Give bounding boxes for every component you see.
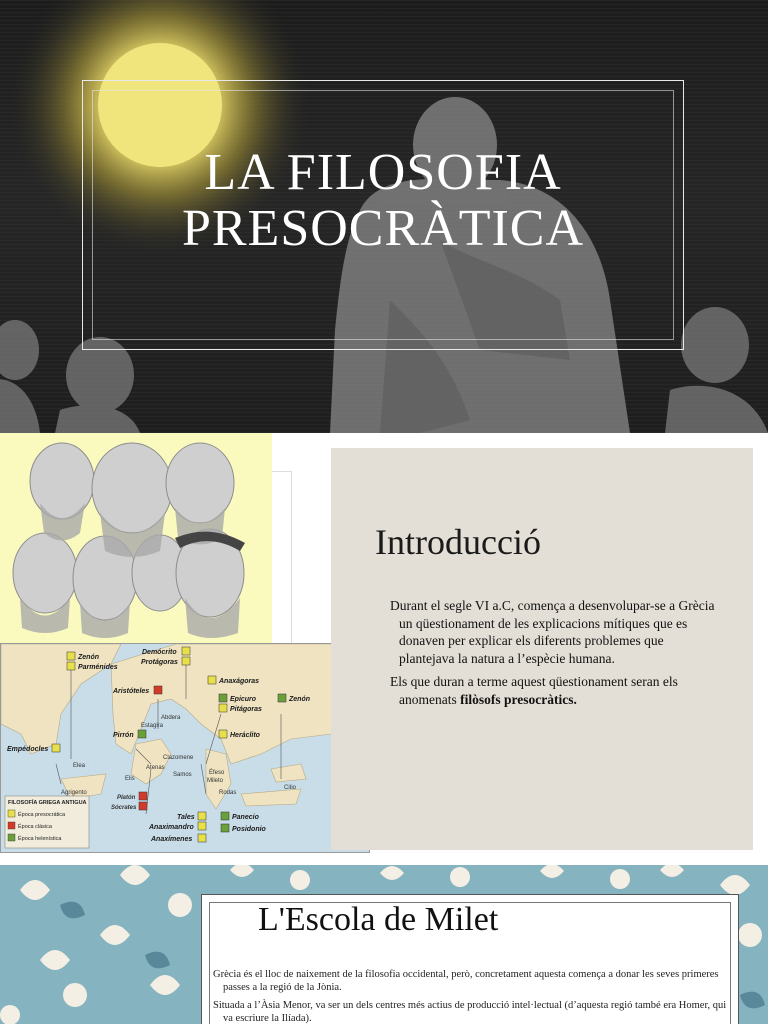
miletus-heading: L'Escola de Milet	[258, 901, 499, 938]
map-label-anaximenes: Anaxímenes	[151, 836, 193, 843]
map-city-samos: Samos	[173, 772, 192, 778]
greece-map-illustration	[1, 644, 370, 853]
philosopher-busts-image	[0, 433, 272, 643]
map-label-zenon-2: Zenón	[289, 696, 310, 703]
introduction-paragraph-2	[390, 673, 720, 708]
map-city-estagira: Estagira	[141, 723, 164, 729]
map-city-citio: Citio	[284, 785, 297, 791]
ancient-greece-map	[0, 643, 370, 853]
map-label-heraclito: Heráclito	[230, 732, 260, 739]
legend-item-hellenistic: Época helenística	[18, 836, 62, 842]
legend-item-classical: Época clásica	[18, 824, 52, 830]
map-city-efeso: Éfeso	[209, 770, 225, 776]
map-label-empedocles: Empédocles	[7, 746, 49, 753]
slide-title	[92, 145, 674, 257]
title-slide	[0, 0, 768, 433]
busts-frame	[272, 471, 292, 643]
busts-illustration	[0, 433, 272, 643]
map-city-mileto: Mileto	[207, 778, 224, 784]
map-label-zenon: Zenón	[78, 654, 99, 661]
map-label-posidonio: Posidonio	[232, 826, 266, 833]
introduction-heading: Introducció	[375, 522, 541, 562]
map-label-pitagoras: Pitágoras	[230, 706, 262, 713]
map-city-elea: Elea	[73, 763, 86, 769]
map-city-rodas: Rodas	[219, 790, 237, 796]
introduction-paragraph-1: Durant el segle VI a.C, comença a desenvolupar-se a Grècia un qüestionament de les explicacions mítiques que es donaven per explicar els diferents problemes que plantejava la natura a l’espècie humana.	[390, 598, 715, 666]
map-label-socrates: Sócrates	[111, 805, 137, 811]
map-label-pirron: Pirrón	[113, 732, 134, 739]
map-legend	[5, 796, 89, 848]
introduction-paragraph-2-text: Els que duran a terme aquest qüestionament seran els anomenats	[390, 674, 678, 707]
map-label-protagoras: Protágoras	[141, 659, 178, 666]
map-label-aristoteles: Aristóteles	[113, 688, 150, 695]
miletus-paragraph-1: Grècia és el lloc de naixement de la filosofia occidental, però, concretament aquesta comença a donar les seves primeres passes a la regió de la Jònia.	[213, 969, 719, 993]
map-label-anaximandro: Anaximandro	[149, 824, 194, 831]
map-city-abdera: Abdera	[161, 715, 181, 721]
map-label-panecio: Panecio	[232, 814, 259, 821]
map-city-atenas: Atenas	[146, 765, 165, 771]
school-of-miletus-slide	[0, 865, 768, 1024]
map-label-epicuro: Epicuro	[230, 696, 257, 703]
legend-title: FILOSOFÍA GRIEGA ANTIGUA	[8, 800, 87, 806]
map-label-tales: Tales	[177, 814, 195, 821]
map-label-anaxagoras: Anaxágoras	[219, 678, 260, 685]
map-city-clazomene: Clazomene	[163, 755, 194, 761]
miletus-paragraph-2: Situada a l’Àsia Menor, va ser un dels centres més actius de producció intel·lectual (d’aquesta regió també era Homer, qui va escriure la Ilíada).	[213, 1000, 727, 1024]
presocratic-philosophers-term: filòsofs presocràtics.	[460, 691, 577, 707]
title-line-2: PRESOCRÀTICA	[181, 200, 585, 257]
map-city-agrigento: Agrigento	[61, 790, 87, 796]
map-label-parmenides: Parménides	[78, 664, 118, 671]
title-line-1: LA FILOSOFIA	[204, 144, 562, 201]
map-label-platon: Platón	[117, 795, 136, 801]
introduction-slide	[0, 433, 768, 865]
legend-item-presocratic: Época presocrática	[18, 812, 66, 818]
map-label-democrito: Demócrito	[142, 649, 177, 656]
map-city-elis: Elis	[125, 776, 135, 782]
